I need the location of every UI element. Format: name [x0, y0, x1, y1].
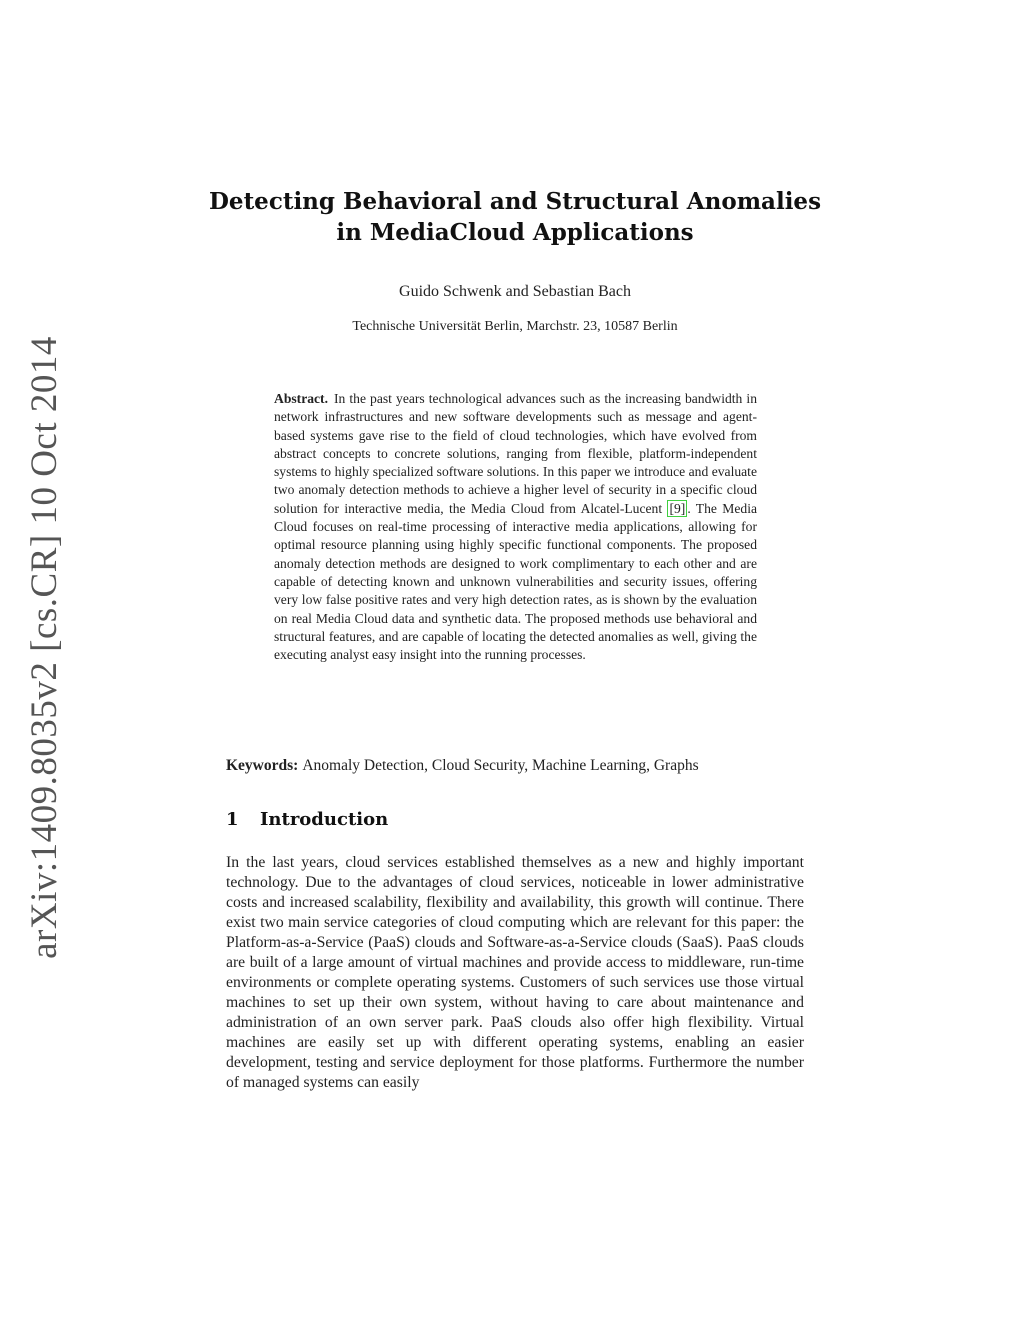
- citation-link[interactable]: [9]: [669, 500, 686, 516]
- section-title: Introduction: [260, 809, 389, 830]
- section-number: 1: [226, 809, 239, 830]
- keywords-line: [226, 757, 826, 775]
- keywords-text: Anomaly Detection, Cloud Security, Machine Learning, Graphs: [302, 757, 699, 774]
- paper-affiliation: Technische Universität Berlin, Marchstr. 23, 10587 Berlin: [352, 319, 678, 334]
- arxiv-identifier-stamp: [22, 335, 66, 959]
- abstract-block: [274, 390, 757, 664]
- abstract-text-part-1: In the past years technological advances such as the increasing bandwidth in network infrastructures and new software developments such as message and agent-based systems gave rise to the field of cloud technologies, which have evolved from abstract concepts to concrete solutions, ranging from flexible, platform-independent systems to highly specialized software solutions. In this paper we introduce and evaluate two anomaly detection methods to achieve a higher level of security in a specific cloud solution for interactive media, the Media Cloud from Alcatel-Lucent: [274, 391, 757, 516]
- introduction-paragraph: In the last years, cloud services established themselves as a new and highly important technology. Due to the advantages of cloud services, noticeable in lower administrative costs and increased scalability, flexibility and availability, this growth will continue. There exist two main service categories of cloud computing which are relevant for this paper: the Platform-as-a-Service (PaaS) clouds and Software-as-a-Service clouds (SaaS). PaaS clouds are built of a large amount of virtual machines and provide access to middleware, run-time environments or complete operating systems. Customers of such services use those virtual machines to set up their own system, without having to care about maintenance and administration of an own server park. PaaS clouds also offer high flexibility. Virtual machines are easily set up with different operating systems, enabling an easier development, testing and service deployment for those platforms. Furthermore the number of managed systems can easily: [226, 854, 804, 1091]
- abstract-label: Abstract.: [274, 391, 328, 406]
- keywords-label: Keywords:: [226, 757, 299, 774]
- paper-title-line-1: Detecting Behavioral and Structural Anomalies: [208, 188, 822, 215]
- section-heading: [226, 809, 388, 830]
- abstract-text-part-2: . The Media Cloud focuses on real-time processing of interactive media applications, allowing for optimal resource planning using highly specific functional components. The proposed anomaly detection methods are designed to work complimentary to each other and are capable of detecting known and unknown vulnerabilities and security issues, offering very low false positive rates and very high detection rates, as is shown by the evaluation on real Media Cloud data and synthetic data. The proposed methods use behavioral and structural features, and are capable of locating the detected anomalies as well, giving the executing analyst easy insight into the running processes.: [274, 500, 758, 663]
- arxiv-identifier-text: arXiv:1409.8035v2 [cs.CR] 10 Oct 2014: [23, 335, 65, 959]
- paper-title-line-2: in MediaCloud Applications: [336, 219, 694, 246]
- paper-authors: Guido Schwenk and Sebastian Bach: [399, 283, 631, 300]
- paper-title: [180, 186, 850, 248]
